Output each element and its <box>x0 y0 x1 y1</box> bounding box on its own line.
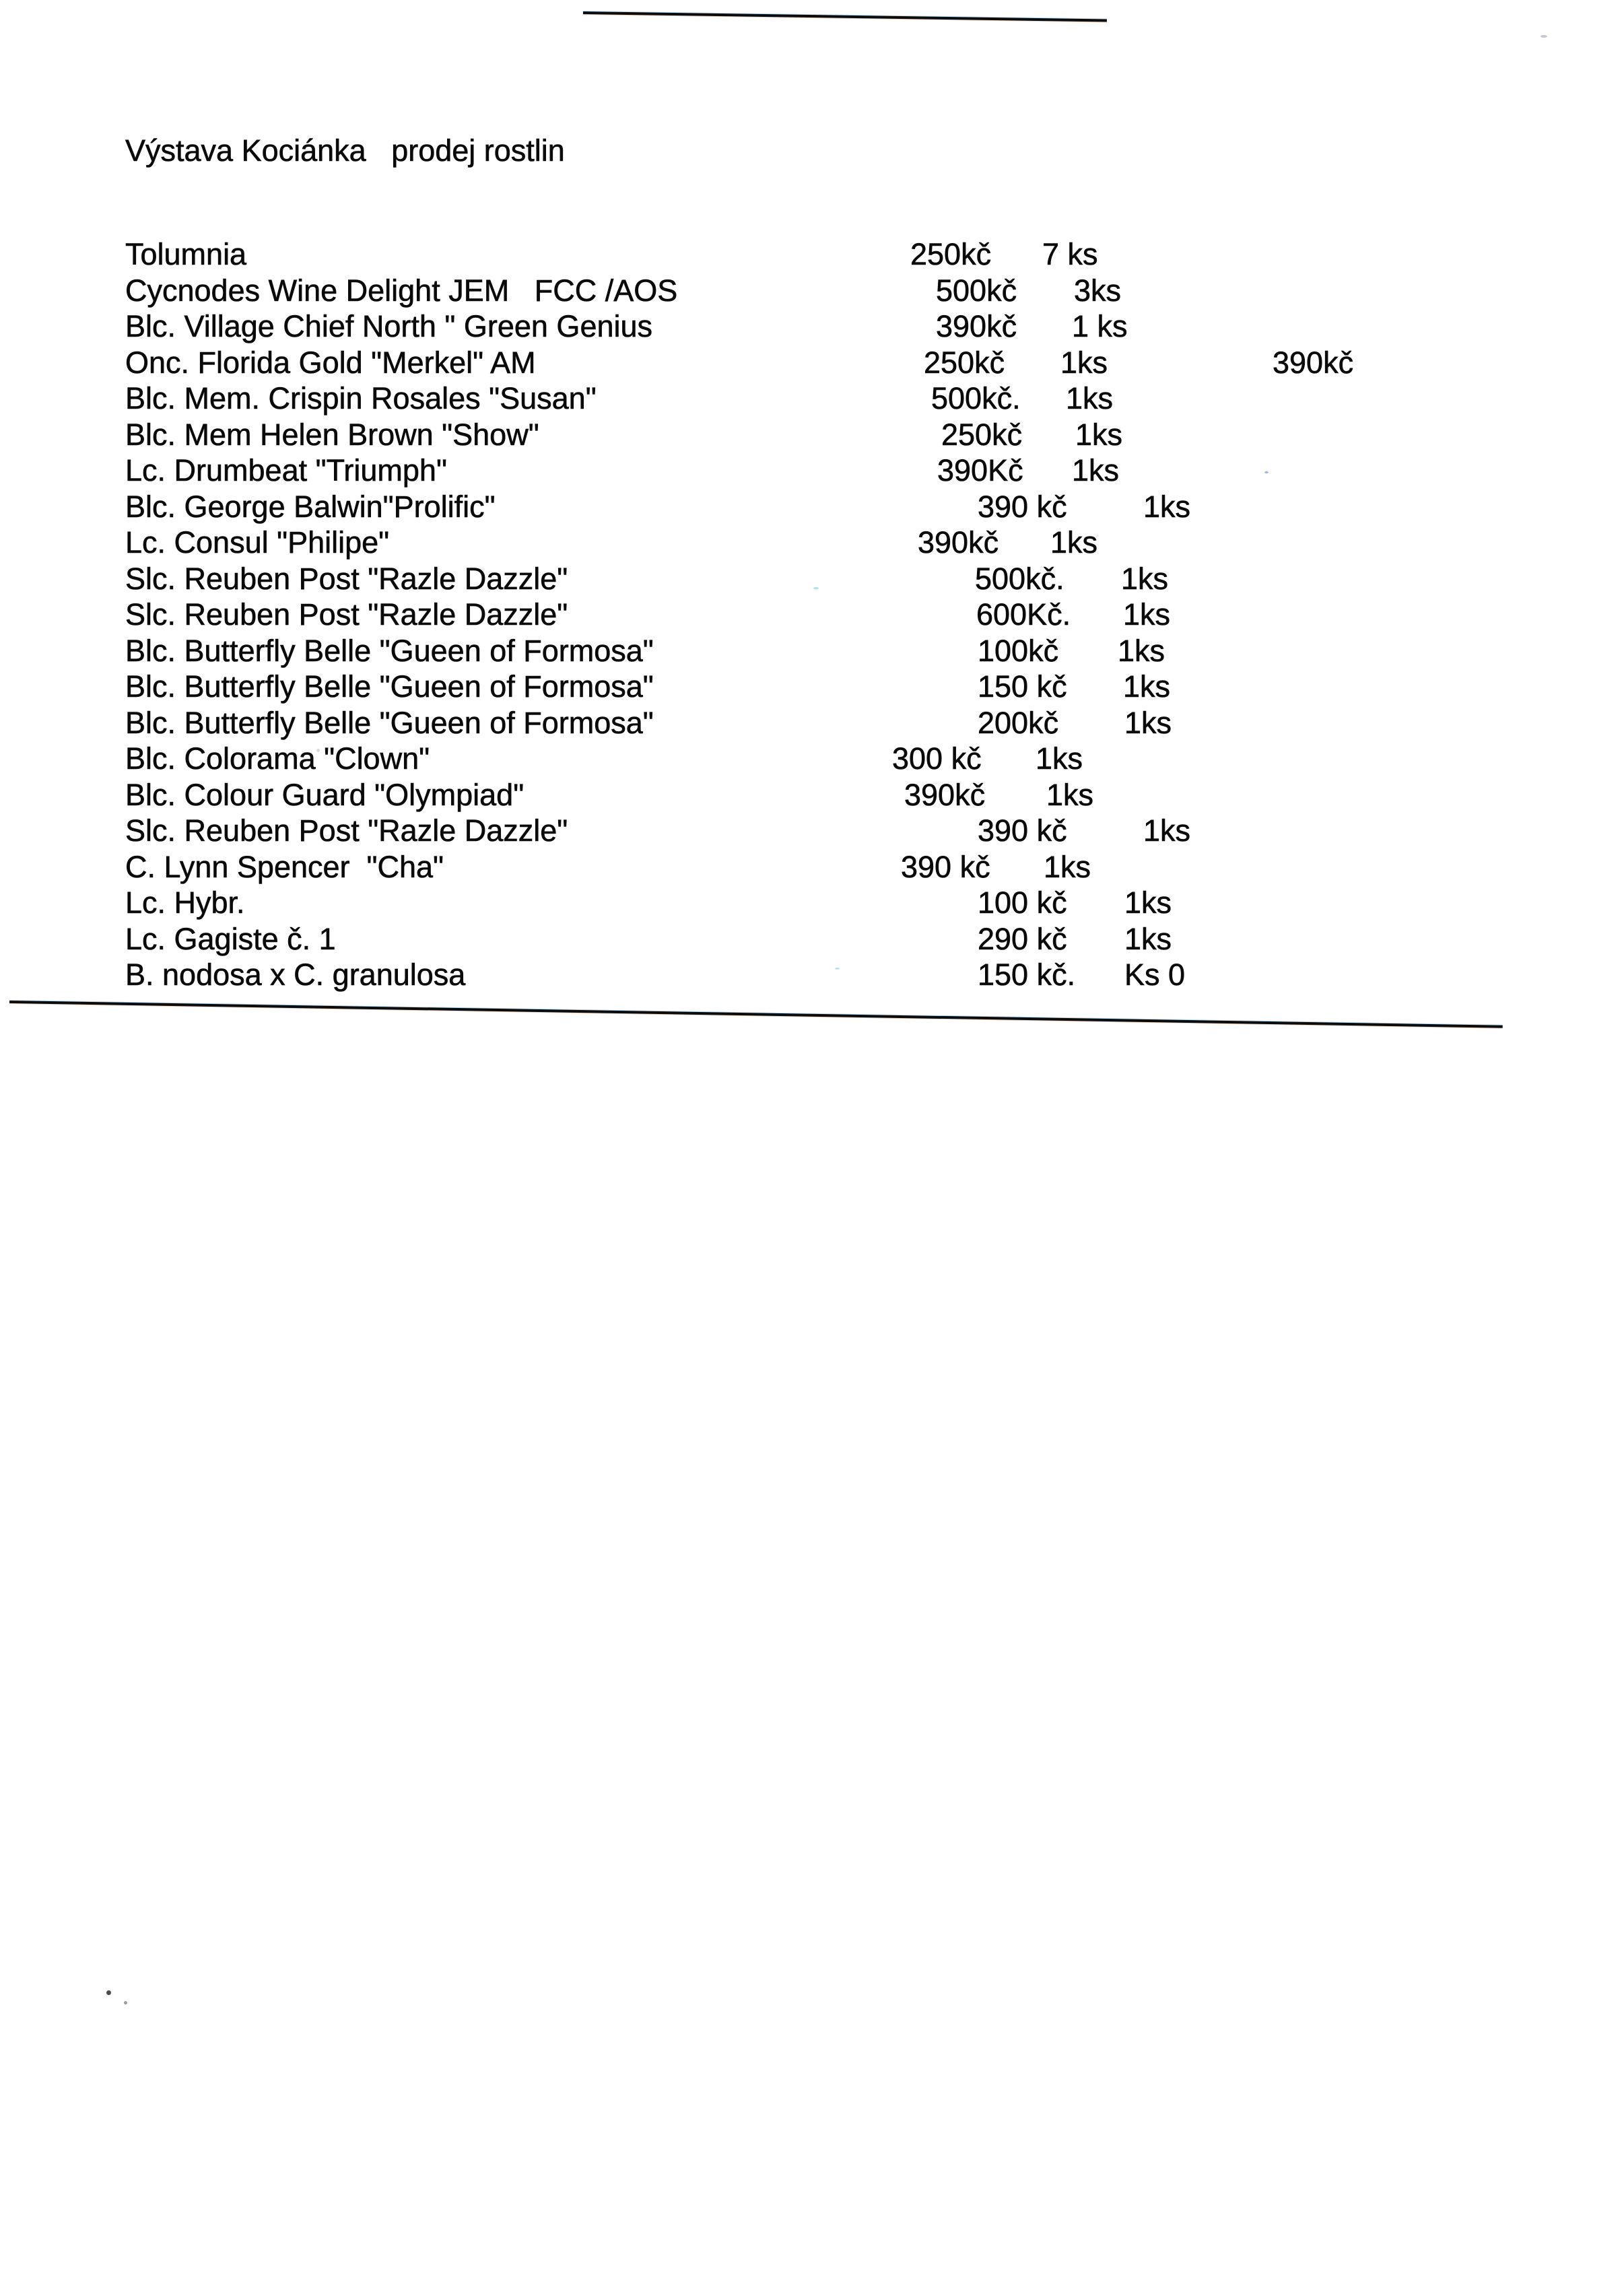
scan-speck <box>1541 35 1547 38</box>
plant-name: Slc. Reuben Post "Razle Dazzle" <box>125 562 568 596</box>
price-value: 390 kč <box>978 490 1067 524</box>
price-value: 150 kč <box>978 669 1067 704</box>
scan-speck <box>835 968 840 970</box>
plant-name: Blc. Village Chief North " Green Genius <box>125 309 653 343</box>
plant-name: Lc. Drumbeat "Triumph" <box>125 453 447 487</box>
extra-price-value: 390kč <box>1273 345 1354 380</box>
price-value: 250kč <box>924 345 1005 380</box>
quantity-value: 1ks <box>1044 850 1091 884</box>
scan-speck <box>1264 471 1268 473</box>
price-value: 200kč <box>978 706 1059 740</box>
list-item <box>0 490 1624 526</box>
plant-name: C. Lynn Spencer "Cha" <box>125 850 444 884</box>
plant-name: Blc. Butterfly Belle "Gueen of Formosa" <box>125 706 654 740</box>
plant-name: Blc. Colour Guard "Olympiad" <box>125 778 525 812</box>
quantity-value: 1ks <box>1124 922 1172 956</box>
price-value: 500kč <box>936 273 1017 308</box>
price-value: 290 kč <box>978 922 1067 956</box>
quantity-value: 7 ks <box>1042 237 1098 271</box>
plant-name: Tolumnia <box>125 237 247 271</box>
list-item <box>0 237 1624 273</box>
quantity-value: 1ks <box>1123 597 1171 632</box>
plant-name: Blc. George Balwin"Prolific" <box>125 490 496 524</box>
document-title: Výstava Kociánka prodej rostlin <box>125 133 565 168</box>
quantity-value: 1ks <box>1124 885 1172 920</box>
list-item <box>0 562 1624 598</box>
list-item <box>0 813 1624 850</box>
list-item <box>0 885 1624 922</box>
quantity-value: 1ks <box>1036 741 1083 776</box>
list-item <box>0 525 1624 562</box>
list-item <box>0 706 1624 742</box>
list-item <box>0 669 1624 706</box>
plant-name: Cycnodes Wine Delight JEM FCC /AOS <box>125 273 678 308</box>
quantity-value: 1ks <box>1075 417 1123 452</box>
list-item <box>0 597 1624 634</box>
quantity-value: 1ks <box>1143 813 1191 848</box>
price-value: 250kč <box>941 417 1023 452</box>
plant-name: Slc. Reuben Post "Razle Dazzle" <box>125 813 568 848</box>
price-value: 390 kč <box>978 813 1067 848</box>
price-value: 500kč. <box>931 381 1021 415</box>
quantity-value: 1ks <box>1121 562 1169 596</box>
price-value: 390kč <box>918 525 999 560</box>
top-scan-line <box>583 11 1107 22</box>
quantity-value: 1ks <box>1123 669 1171 704</box>
price-value: 390Kč <box>937 453 1023 487</box>
plant-name: Lc. Gagiste č. 1 <box>125 922 336 956</box>
plant-price-list <box>0 237 1624 1018</box>
list-item <box>0 634 1624 670</box>
scan-speck <box>124 2001 127 2004</box>
list-item <box>0 778 1624 814</box>
plant-name: Onc. Florida Gold "Merkel" AM <box>125 345 536 380</box>
quantity-value: 1ks <box>1046 778 1094 812</box>
plant-name: Lc. Consul "Philipe" <box>125 525 390 560</box>
quantity-value: 1ks <box>1143 490 1191 524</box>
plant-name: Blc. Butterfly Belle "Gueen of Formosa" <box>125 634 654 668</box>
scan-speck <box>106 1990 111 1995</box>
list-item <box>0 345 1624 382</box>
plant-name: Blc. Butterfly Belle "Gueen of Formosa" <box>125 669 654 704</box>
quantity-value: 1ks <box>1124 706 1172 740</box>
price-value: 390kč <box>936 309 1017 343</box>
list-item <box>0 273 1624 310</box>
list-item <box>0 741 1624 778</box>
quantity-value: 3ks <box>1074 273 1122 308</box>
price-value: 250kč <box>910 237 992 271</box>
price-value: 390 kč <box>901 850 990 884</box>
list-item <box>0 850 1624 886</box>
plant-name: Slc. Reuben Post "Razle Dazzle" <box>125 597 568 632</box>
plant-name: Blc. Mem Helen Brown "Show" <box>125 417 539 452</box>
quantity-value: 1 ks <box>1072 309 1128 343</box>
list-item <box>0 417 1624 454</box>
price-value: 300 kč <box>892 741 982 776</box>
list-item <box>0 309 1624 345</box>
scan-speck <box>316 749 320 752</box>
quantity-value: 1ks <box>1060 345 1108 380</box>
plant-name: Lc. Hybr. <box>125 885 245 920</box>
price-value: 500kč. <box>975 562 1064 596</box>
price-value: 150 kč. <box>978 957 1076 992</box>
list-item <box>0 453 1624 490</box>
quantity-value: 1ks <box>1050 525 1098 560</box>
plant-name: B. nodosa x C. granulosa <box>125 957 466 992</box>
quantity-value: 1ks <box>1072 453 1120 487</box>
list-item <box>0 957 1624 994</box>
price-value: 100 kč <box>978 885 1067 920</box>
scan-speck <box>813 587 819 589</box>
quantity-value: 1ks <box>1066 381 1114 415</box>
price-value: 600Kč. <box>976 597 1071 632</box>
price-value: 100kč <box>978 634 1059 668</box>
quantity-value: 1ks <box>1118 634 1165 668</box>
plant-name: Blc. Colorama "Clown" <box>125 741 430 776</box>
plant-name: Blc. Mem. Crispin Rosales "Susan" <box>125 381 597 415</box>
list-item <box>0 922 1624 958</box>
price-value: 390kč <box>904 778 986 812</box>
list-item <box>0 381 1624 417</box>
quantity-value: Ks 0 <box>1124 957 1186 992</box>
